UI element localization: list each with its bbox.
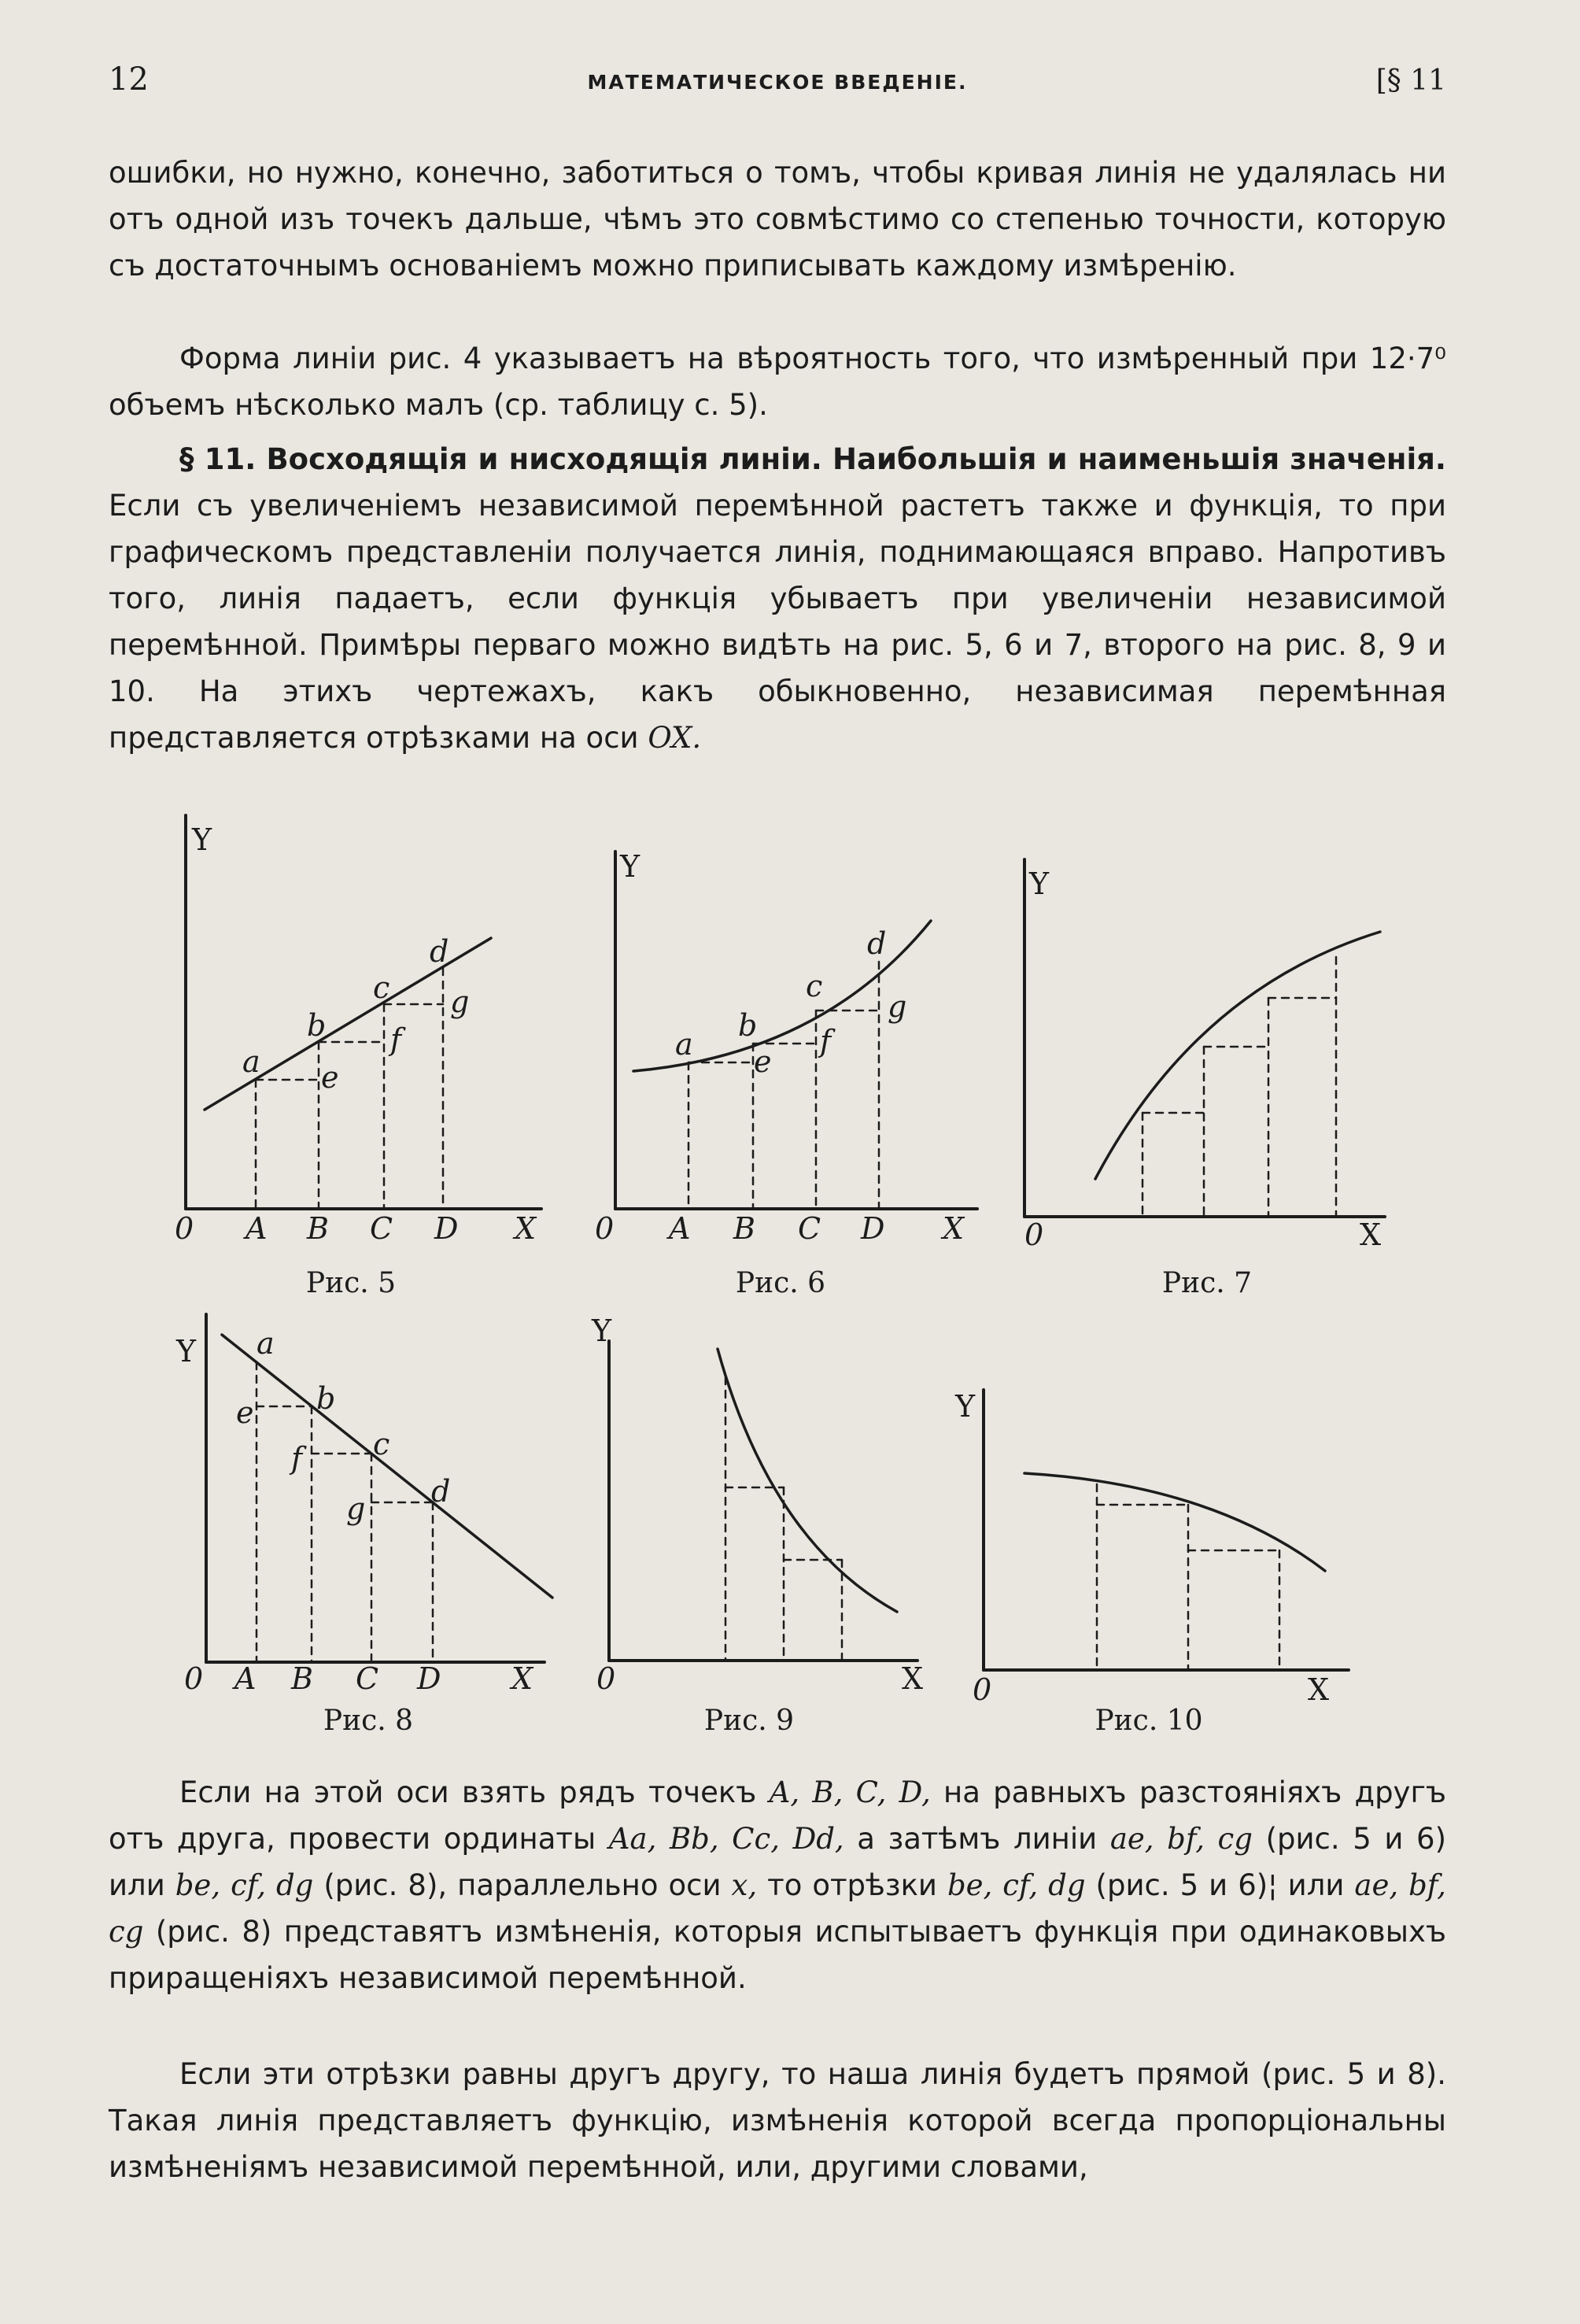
p4-text-c: а затѣмъ линіи xyxy=(857,1822,1098,1856)
fig6-e-label: e xyxy=(754,1044,772,1079)
fig5-y-label: Y xyxy=(192,822,212,857)
fig8-x-label: X xyxy=(511,1661,533,1696)
fig10-caption: Рис. 10 xyxy=(1095,1705,1203,1737)
fig7-y-label: Y xyxy=(1029,866,1050,901)
fig8-g-label: g xyxy=(346,1491,366,1526)
fig5-D-label: D xyxy=(434,1211,459,1246)
fig8-y-label: Y xyxy=(176,1334,197,1369)
page-number: 12 xyxy=(109,61,149,98)
fig6-a-label: a xyxy=(675,1027,693,1062)
fig8-e-label: e xyxy=(236,1395,254,1430)
fig7-caption: Рис. 7 xyxy=(1161,1267,1253,1299)
fig7-origin-label: 0 xyxy=(1024,1217,1044,1252)
fig6-y-label: Y xyxy=(620,849,640,884)
section-reference: [§ 11 xyxy=(1375,65,1446,97)
fig9-curve xyxy=(718,1349,897,1612)
p4-lines-4: ae, bf, cg xyxy=(109,1868,1446,1949)
fig6-D-label: D xyxy=(861,1211,885,1246)
fig6-C-label: C xyxy=(798,1211,821,1246)
fig6-c-label: c xyxy=(806,969,823,1003)
paragraph-4 xyxy=(109,1769,1446,2001)
axis-ox-ref: OX. xyxy=(648,721,702,755)
fig9-caption: Рис. 9 xyxy=(703,1705,795,1737)
figure-6 xyxy=(615,852,977,1209)
fig8-d-label: d xyxy=(431,1474,451,1509)
fig5-A-label: A xyxy=(245,1211,268,1246)
fig6-caption: Рис. 6 xyxy=(735,1267,826,1299)
fig5-d-label: d xyxy=(430,934,449,969)
section-heading: § 11. Восходящія и нисходящія линіи. Наибольшія и наименьшія значенія. xyxy=(179,442,1446,476)
fig5-b-label: b xyxy=(307,1008,327,1043)
figure-7 xyxy=(1024,859,1385,1217)
fig9-origin-label: 0 xyxy=(596,1661,616,1696)
figure-10 xyxy=(984,1390,1349,1670)
fig6-x-label: X xyxy=(943,1211,965,1246)
fig5-B-label: B xyxy=(307,1211,329,1246)
p4-text-f: то отрѣзки xyxy=(767,1868,937,1902)
fig6-d-label: d xyxy=(867,926,887,961)
fig9-x-label: X xyxy=(902,1661,924,1696)
fig9-y-label: Y xyxy=(592,1313,612,1348)
fig6-origin-label: 0 xyxy=(595,1211,615,1246)
p4-text-e: (рис. 8), параллельно оси xyxy=(323,1868,722,1902)
p4-text-h: (рис. 8) представятъ измѣненія, которыя испытываетъ функція при одинаковыхъ приращеніяхъ независимой перемѣнной. xyxy=(109,1915,1446,1995)
paragraph-3-text: Если съ увеличеніемъ независимой перемѣнной растетъ также и функція, то при графическомъ представленіи получается линія, поднимающаяся вправо. Напротивъ того, линія падаетъ, если функція убываетъ при увеличеніи независимой перемѣнной. Примѣры перваго можно видѣть на рис. 5, 6 и 7, второго на рис. 8, 9 и 10. На этихъ чертежахъ, какъ обыкновенно, независимая перемѣнная представляется отрѣзками на оси xyxy=(109,489,1446,755)
p4-lines-1: ae, bf, cg xyxy=(1109,1822,1253,1856)
fig5-e-label: e xyxy=(321,1060,339,1095)
p4-points: A, B, C, D, xyxy=(769,1775,931,1809)
fig5-f-label: f xyxy=(390,1022,402,1057)
fig8-B-label: B xyxy=(291,1661,313,1696)
fig5-g-label: g xyxy=(450,985,470,1019)
fig6-g-label: g xyxy=(888,989,907,1024)
p4-text-b: на равныхъ разстояніяхъ другъ отъ друга, провести ординаты xyxy=(109,1775,1447,1856)
p4-text-g: (рис. 5 и 6)¦ или xyxy=(1095,1868,1345,1902)
fig8-origin-label: 0 xyxy=(184,1661,204,1696)
fig5-x-label: X xyxy=(515,1211,537,1246)
fig8-A-label: A xyxy=(234,1661,257,1696)
paragraph-5-text: Если эти отрѣзки равны другъ другу, то наша линія будетъ прямой (рис. 5 и 8). Такая линія представляетъ функцію, измѣненія которой всегда пропорціональны измѣненіямъ независимой перемѣнной, или, другими словами, xyxy=(109,2057,1446,2184)
fig5-C-label: C xyxy=(370,1211,393,1246)
p4-axis-x: x, xyxy=(731,1868,758,1902)
fig8-a-label: a xyxy=(257,1326,275,1361)
fig8-D-label: D xyxy=(417,1661,441,1696)
p4-ordinates: Aa, Bb, Cc, Dd, xyxy=(608,1822,844,1856)
paragraph-5 xyxy=(109,2051,1446,2190)
paragraph-2-text: Форма линіи рис. 4 указываетъ на вѣроятность того, что измѣренный при 12·7⁰ объемъ нѣсколько малъ (ср. таблицу с. 5). xyxy=(109,342,1446,422)
fig7-curve xyxy=(1095,932,1380,1179)
fig5-c-label: c xyxy=(373,970,390,1005)
p4-lines-3: be, cf, dg xyxy=(947,1868,1086,1902)
fig5-a-label: a xyxy=(242,1044,260,1079)
fig8-C-label: C xyxy=(356,1661,379,1696)
fig5-caption: Рис. 5 xyxy=(305,1267,397,1299)
fig10-x-label: X xyxy=(1308,1672,1330,1707)
p4-text-d: (рис. 5 и 6) или xyxy=(109,1822,1447,1902)
fig6-B-label: B xyxy=(733,1211,755,1246)
fig8-line xyxy=(222,1335,552,1598)
running-title: МАТЕМАТИЧЕСКОЕ ВВЕДЕНІЕ. xyxy=(587,71,968,94)
p4-text-a: Если на этой оси взять рядъ точекъ xyxy=(179,1775,757,1809)
figure-8 xyxy=(206,1314,552,1662)
fig8-c-label: c xyxy=(373,1427,390,1461)
fig6-A-label: A xyxy=(669,1211,691,1246)
fig7-x-label: X xyxy=(1360,1217,1382,1252)
fig8-b-label: b xyxy=(316,1381,336,1416)
fig8-f-label: f xyxy=(291,1441,303,1476)
fig10-y-label: Y xyxy=(955,1389,976,1424)
fig8-caption: Рис. 8 xyxy=(323,1705,414,1737)
figure-9 xyxy=(609,1341,917,1661)
p4-lines-2: be, cf, dg xyxy=(175,1868,314,1902)
figure-5 xyxy=(186,815,541,1209)
paragraph-1: ошибки, но нужно, конечно, заботиться о томъ, чтобы кривая линія не удалялась ни отъ одной изъ точекъ дальше, чѣмъ это совмѣстимо со степенью точности, которую съ достаточнымъ основаніемъ можно приписывать каждому измѣренію. xyxy=(109,156,1446,283)
fig6-f-label: f xyxy=(820,1024,832,1059)
fig10-origin-label: 0 xyxy=(973,1672,992,1707)
fig6-b-label: b xyxy=(738,1008,758,1043)
fig5-origin-label: 0 xyxy=(175,1211,194,1246)
